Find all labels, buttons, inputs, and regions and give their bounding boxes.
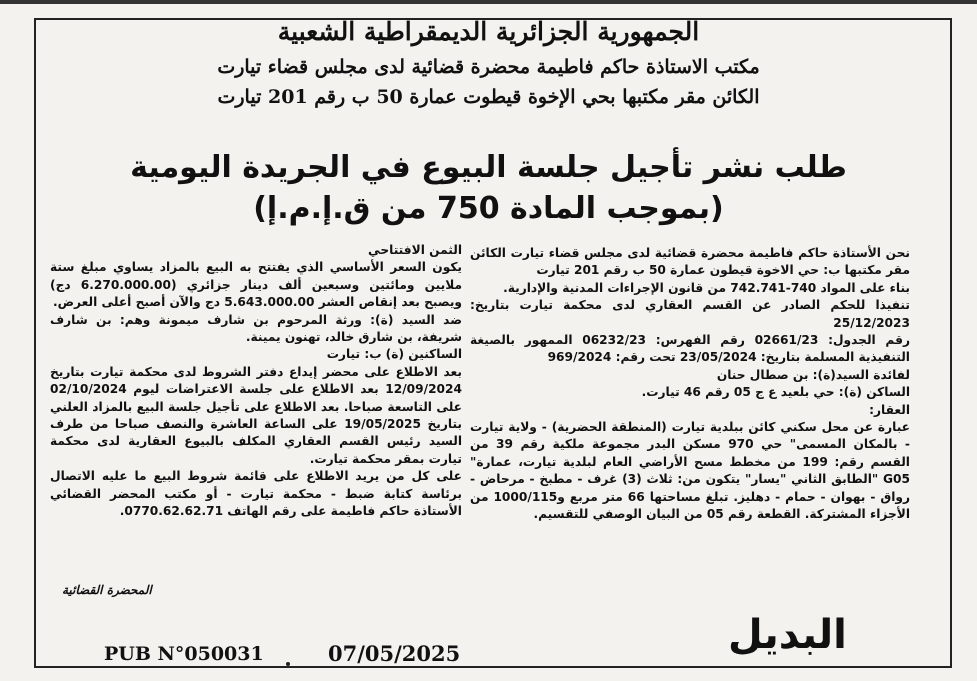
signature-label: المحضرة القضائية — [62, 583, 152, 597]
title-line-1: طلب نشر تأجيل جلسة البيوع في الجريدة اليومية — [130, 150, 847, 185]
paragraph: الساكنين (ة) ب: تيارت — [326, 347, 462, 362]
notice-title — [0, 148, 977, 230]
office-line: مكتب الاستاذة حاكم فاطيمة محضرة قضائية لدى مجلس قضاء تيارت — [217, 56, 760, 78]
paragraph: ضد السيد (ة): ورثة المرحوم بن شارف ميمونة وهم: بن شارف شريفة، بن شارق خالد، تهنون يمينة. — [50, 312, 462, 345]
right-column — [470, 245, 910, 524]
publication-date: 07/05/2025 — [328, 641, 461, 666]
paragraph: العقار: — [869, 402, 910, 417]
address-line: الكائن مقر مكتبها بحي الإخوة قيطوت عمارة 50 ب رقم 201 تيارت — [217, 86, 760, 108]
paragraph: الثمن الافتتاحي — [368, 243, 462, 257]
paragraph: على كل من يريد الاطلاع على قائمة شروط البيع ما عليه الاتصال برئاسة كتابة ضبط - محكمة تيارت - أو مكتب المحضر القضائي الأستاذة حاكم فاطيمة على رقم الهاتف 0770.62.62.71. — [50, 469, 462, 519]
paragraph: بعد الاطلاع على محضر إيداع دفتر الشروط لدى محكمة تيارت بتاريخ 12/09/2024 بعد الاطلاع على جلسة الاعتراضات ليوم 02/10/2024 على التاسعة صباحا. بعد الاطلاع على تأجيل جلسة البيع بالمزاد العلني بتاريخ 19/05/2025 على الساعة العاشرة والنصف صباحا من طرف السيد رئيس القسم العقاري المكلف بالبيوع العقارية لدى محكمة تيارت بمقر محكمة تيارت. — [50, 364, 462, 466]
paragraph: الساكن (ة): حي بلعيد ع ج 05 رقم 46 تيارت. — [641, 385, 910, 400]
paragraph: نحن الأستاذة حاكم فاطيمة محضرة قضائية لدى مجلس قضاء تيارت الكائن مقر مكتبها ب: حي الاخوة قيطون عمارة 50 ب رقم 201 تيارت — [470, 246, 910, 278]
badil-label: البديل — [728, 612, 847, 658]
paragraph: عبارة عن محل سكني كائن ببلدية تيارت (المنطقة الحضرية) - ولاية تيارت - بالمكان المسمى" حي 970 مسكن البدر مجموعة ملكية رقم 39 من القسم رقم: 199 من مخطط مسح الأراضي العام لبلدية تيارت، عمارة" G05 "الطابق الثاني "يسار" يتكون من: ثلاث (3) غرف - مطبخ - مرحاض - رواق - بهوان - حمام - دهليز. تبلغ مساحتها 66 متر مربع و1000/115 من الأجزاء المشتركة. القطعة رقم 05 من البيان الوصفي للتقسيم. — [470, 420, 910, 522]
left-column — [50, 242, 462, 521]
top-rule — [0, 0, 977, 4]
paragraph: يكون السعر الأساسي الذي يفتتح به البيع بالمزاد يساوي مبلغ ستة ملايين ومائتين وسبعين ألف دينار جزائري (6.270.000.00 دج) ويصبح بعد إنقاص العشر 5.643.000.00 دج والآن أصبح أعلى العرض. — [50, 260, 462, 310]
paragraph: تنفيذا للحكم الصادر عن القسم العقاري لدى محكمة تيارت بتاريخ: 25/12/2023 — [470, 298, 910, 330]
pub-number: PUB N°050031 — [104, 643, 264, 665]
notice-header — [0, 12, 977, 112]
paragraph: لفائدة السيد(ة): بن صطال حنان — [716, 367, 910, 382]
paragraph: رقم الجدول: 02661/23 رقم الفهرس: 06232/23 الممهور بالصيغة التنفيذية المسلمة بتاريخ: 23/05/2024 تحت رقم: 969/2024 — [470, 333, 910, 365]
separator-dot — [286, 662, 290, 666]
republic-heading: الجمهورية الجزائرية الديمقراطية الشعبية — [277, 17, 700, 46]
paragraph: بناء على المواد 740-742.741 من قانون الإجراءات المدنية والإدارية. — [503, 280, 910, 295]
title-line-2: (بموجب المادة 750 من ق.إ.م.إ) — [253, 191, 724, 226]
